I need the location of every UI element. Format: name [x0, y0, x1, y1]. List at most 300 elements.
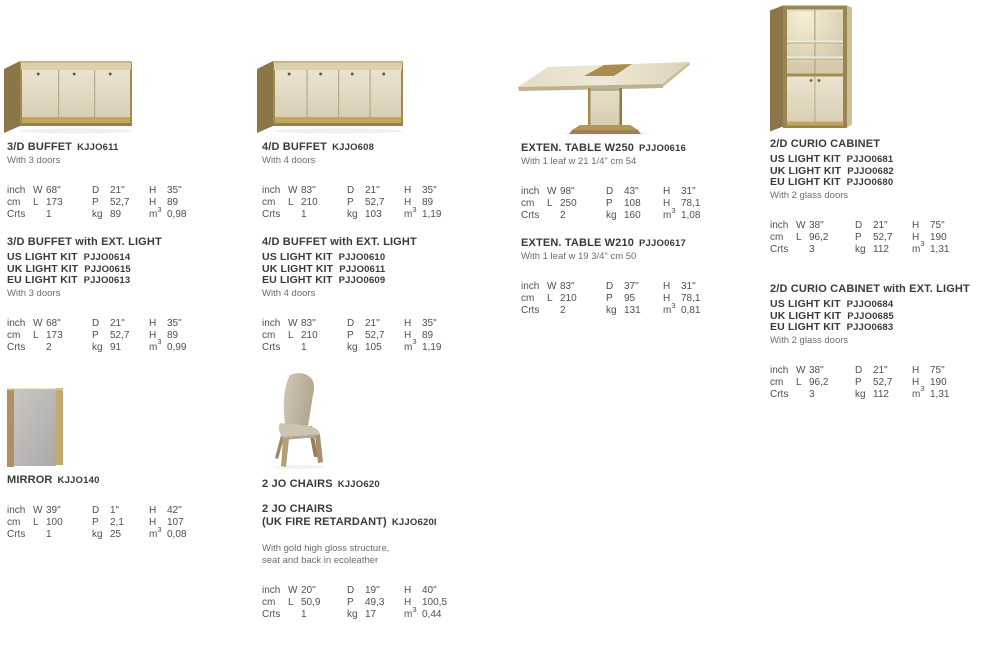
spec-dim-value: 42" [167, 505, 182, 516]
spec-dim-value: 21" [873, 364, 888, 376]
spec-width-cell [796, 220, 855, 232]
spec-width-cell [33, 529, 92, 541]
spec-row [262, 604, 502, 621]
spec-unit-label: cm [7, 517, 21, 528]
product-block-blk-buffet4 [262, 141, 502, 221]
spec-dim-value: 35" [167, 185, 182, 196]
spec-dim-letter: H [404, 197, 412, 208]
product-block-blk-table250 [521, 142, 761, 222]
product-block-blk-curio-light [770, 283, 1000, 401]
light-kit-code: PJJO0609 [338, 275, 386, 286]
spec-depth-cell [92, 318, 149, 330]
spec-unit-label: cm [521, 198, 535, 209]
product-code: PJJO0617 [638, 238, 687, 249]
spec-dim-letter: kg [606, 210, 617, 221]
spec-height-cell [404, 604, 442, 621]
spec-depth-cell [606, 198, 663, 210]
light-kit-line [262, 275, 502, 287]
spec-dim-letter: L [33, 197, 39, 208]
spec-dim-letter: D [347, 585, 355, 596]
spec-width-cell [288, 318, 347, 330]
light-kit-line [770, 177, 1000, 189]
spec-dim-value: 100,5 [422, 597, 448, 608]
spec-dim-letter: H [149, 317, 157, 329]
mirror-photo [7, 388, 63, 468]
spec-depth-cell [347, 342, 404, 354]
spec-row [7, 330, 247, 342]
spec-dim-value: 3 [809, 243, 815, 255]
spec-dim-value: 50,9 [301, 597, 321, 608]
spec-dim-letter: H [663, 186, 671, 197]
spec-table [770, 220, 1000, 256]
light-kit-code: PJJO0684 [846, 299, 894, 310]
spec-dim-letter: H [149, 197, 157, 208]
spec-dim-value: 89 [422, 197, 434, 208]
spec-dim-letter: kg [92, 529, 103, 540]
spec-dim-letter: kg [606, 305, 617, 316]
spec-table [262, 585, 502, 621]
unit-m3: $m^3$ [149, 524, 162, 540]
light-kit-code: PJJO0681 [846, 154, 894, 165]
spec-dim-value: 38" [809, 364, 824, 376]
product-block-blk-curio [770, 138, 1000, 256]
spec-dim-value: 21" [365, 185, 380, 196]
spec-depth-cell [606, 210, 663, 222]
product-title [262, 141, 502, 154]
spec-dim-value: 91 [110, 341, 122, 353]
spec-dim-letter: L [33, 517, 39, 528]
spec-dim-letter: H [149, 329, 157, 341]
spec-depth-cell [347, 330, 404, 342]
product-code: KJJO140 [57, 475, 100, 486]
spec-dim-letter: H [912, 376, 920, 388]
spec-row [262, 597, 502, 609]
spec-row [7, 197, 247, 209]
spec-dim-value: 190 [930, 376, 947, 388]
spec-dim-value: 107 [167, 517, 184, 528]
product-title-text: 2/D CURIO CABINET [770, 138, 881, 150]
spec-width-cell [547, 293, 606, 305]
spec-dim-value: 1,31 [930, 388, 950, 400]
spec-dim-letter: P [855, 376, 862, 388]
product-title-text: MIRROR [7, 474, 53, 486]
spec-dim-value: 35" [422, 185, 437, 196]
spec-dim-value: 173 [46, 329, 63, 341]
spec-depth-cell [92, 505, 149, 517]
product-title [262, 516, 502, 529]
spec-dim-value: 160 [624, 210, 641, 221]
spec-dim-value: 1,19 [422, 341, 442, 353]
spec-unit-label: inch [262, 317, 281, 329]
spec-table [262, 318, 502, 354]
spec-width-cell [547, 210, 606, 222]
spec-width-cell [33, 342, 92, 354]
spec-height-cell [404, 337, 442, 354]
spec-unit-label: cm [7, 197, 21, 208]
spec-dim-value: 83" [560, 281, 575, 292]
spec-dim-letter: H [404, 185, 412, 196]
spec-dim-letter: D [347, 185, 355, 196]
spec-dim-letter: L [288, 329, 294, 341]
spec-unit-label: inch [770, 364, 789, 376]
spec-dim-letter: W [33, 185, 43, 196]
spec-unit-label: cm [7, 329, 21, 341]
light-kit-code: PJJO0615 [84, 263, 131, 275]
spec-row [262, 197, 502, 209]
light-kit-label: EU LIGHT KIT [7, 274, 78, 286]
spec-dim-letter: kg [92, 209, 103, 220]
spec-height-cell [663, 186, 696, 198]
spec-dim-letter: P [347, 329, 354, 341]
spec-dim-value: 38" [809, 219, 824, 231]
product-block-blk-table210 [521, 237, 761, 317]
light-kit-label: US LIGHT KIT [7, 251, 78, 263]
spec-unit-label: inch [521, 186, 540, 197]
spec-row [770, 239, 1000, 256]
spec-unit-label: cm [262, 597, 276, 608]
spec-dim-value: 98" [560, 186, 575, 197]
spec-width-cell [547, 281, 606, 293]
spec-height-cell [149, 204, 187, 221]
spec-depth-cell [92, 330, 149, 342]
spec-height-cell [663, 281, 696, 293]
spec-height-cell [404, 185, 437, 197]
product-title-text: 4/D BUFFET with EXT. LIGHT [262, 236, 417, 248]
spec-row [770, 384, 1000, 401]
spec-width-cell [288, 342, 347, 354]
spec-dim-value: 52,7 [873, 376, 893, 388]
spec-dim-value: 17 [365, 609, 377, 620]
spec-height-cell [912, 220, 945, 232]
spec-height-cell [149, 318, 182, 330]
spec-dim-letter: H [149, 517, 157, 528]
light-kit-label: UK LIGHT KIT [7, 262, 79, 275]
spec-dim-value: 31" [681, 186, 696, 197]
spec-dim-value: 2 [46, 341, 52, 353]
product-block-blk-chairs-fr [262, 503, 502, 621]
spec-width-cell [33, 209, 92, 221]
spec-dim-letter: P [606, 198, 613, 209]
spec-depth-cell [855, 365, 912, 377]
jo-chair-photo [264, 371, 332, 470]
spec-dim-value: 210 [301, 329, 318, 341]
spec-dim-letter: L [33, 329, 39, 341]
spec-unit-label: Crts [521, 210, 540, 221]
spec-dim-letter: P [347, 197, 354, 208]
spec-unit-label: Crts [262, 609, 281, 620]
spec-dim-letter: P [92, 197, 99, 208]
product-block-blk-buffet3 [7, 141, 247, 221]
description-line: With gold high gloss structure, [262, 543, 390, 554]
spec-depth-cell [855, 389, 912, 401]
spec-dim-value: 25 [110, 529, 122, 540]
spec-dim-letter: H [663, 198, 671, 209]
product-description [262, 543, 502, 567]
spec-unit-label: cm [521, 293, 535, 304]
spec-dim-value: 89 [110, 209, 122, 220]
spec-depth-cell [347, 318, 404, 330]
unit-m3: $m^3$ [404, 604, 417, 620]
extension-table-photo [516, 57, 692, 136]
product-title [7, 474, 247, 487]
spec-width-cell [288, 197, 347, 209]
spec-height-cell [404, 197, 433, 209]
spec-dim-value: 52,7 [365, 197, 385, 208]
spec-dim-value: 0,81 [681, 305, 701, 316]
unit-m3: $m^3$ [149, 204, 162, 220]
spec-unit-label: inch [770, 219, 789, 231]
spec-dim-value: 31" [681, 281, 696, 292]
spec-height-cell [404, 330, 433, 342]
spec-dim-letter: W [547, 186, 557, 197]
spec-dim-value: 0,44 [422, 609, 442, 620]
product-subtitle: With 1 leaf w 19 3/4" cm 50 [521, 251, 637, 262]
spec-row [770, 377, 1000, 389]
spec-width-cell [547, 305, 606, 317]
spec-dim-letter: H [404, 597, 412, 608]
light-kit-code: PJJO0683 [846, 322, 894, 333]
spec-dim-value: 1,08 [681, 210, 701, 221]
spec-dim-value: 35" [422, 317, 437, 329]
unit-m3: $m^3$ [663, 300, 676, 316]
spec-height-cell [149, 337, 187, 354]
spec-dim-value: 35" [167, 317, 182, 329]
spec-table [521, 281, 761, 317]
spec-unit-label: Crts [7, 529, 26, 540]
spec-width-cell [33, 318, 92, 330]
spec-dim-letter: L [547, 293, 553, 304]
spec-dim-value: 43" [624, 186, 639, 197]
spec-dim-letter: D [92, 185, 100, 196]
spec-dim-value: 89 [167, 197, 179, 208]
spec-dim-value: 3 [809, 388, 815, 400]
spec-dim-value: 190 [930, 231, 947, 243]
spec-dim-value: 103 [365, 209, 382, 220]
light-kit-label: US LIGHT KIT [770, 153, 841, 165]
light-kit-code: PJJO0685 [847, 310, 894, 322]
light-kit-code: PJJO0614 [83, 252, 131, 263]
spec-row [7, 185, 247, 197]
spec-dim-value: 1,19 [422, 209, 442, 220]
spec-dim-value: 19" [365, 585, 380, 596]
product-title-text: 3/D BUFFET [7, 141, 73, 153]
spec-dim-value: 52,7 [110, 329, 130, 341]
spec-width-cell [33, 330, 92, 342]
spec-height-cell [404, 318, 437, 330]
buffet-4-door-photo [257, 57, 403, 135]
spec-unit-label: Crts [7, 209, 26, 220]
spec-height-cell [404, 204, 442, 221]
spec-height-cell [149, 524, 187, 541]
spec-dim-value: 1 [301, 609, 307, 620]
spec-width-cell [547, 186, 606, 198]
spec-dim-value: 2,1 [110, 517, 124, 528]
light-kit-code: PJJO0680 [846, 177, 894, 188]
spec-height-cell [404, 585, 437, 597]
spec-dim-value: 21" [873, 219, 888, 231]
spec-dim-value: 105 [365, 341, 382, 353]
spec-dim-letter: W [547, 281, 557, 292]
spec-row [521, 293, 761, 305]
product-title-text: (UK FIRE RETARDANT) [262, 516, 387, 528]
spec-dim-value: 21" [365, 317, 380, 329]
light-kit-label: US LIGHT KIT [770, 298, 841, 310]
product-title [262, 478, 502, 491]
spec-dim-value: 39" [46, 505, 61, 516]
spec-dim-letter: W [33, 505, 43, 516]
product-title [262, 236, 502, 249]
spec-depth-cell [92, 209, 149, 221]
product-title [7, 141, 247, 154]
product-title [521, 142, 761, 155]
spec-height-cell [149, 505, 182, 517]
spec-dim-value: 0,08 [167, 529, 187, 540]
spec-depth-cell [606, 281, 663, 293]
light-kit-line [7, 275, 247, 287]
spec-height-cell [149, 185, 182, 197]
spec-row [262, 330, 502, 342]
spec-depth-cell [92, 197, 149, 209]
product-title-text: EXTEN. TABLE W250 [521, 142, 634, 154]
spec-unit-label: Crts [262, 209, 281, 220]
spec-dim-letter: D [855, 364, 863, 376]
spec-dim-letter: L [796, 231, 802, 243]
spec-width-cell [796, 377, 855, 389]
buffet-3-door-photo [4, 57, 132, 135]
spec-height-cell [912, 232, 947, 244]
product-subtitle: With 3 doors [7, 155, 61, 166]
product-title-text: 4/D BUFFET [262, 141, 328, 153]
spec-dim-value: 0,98 [167, 209, 187, 220]
product-code: KJJO611 [77, 142, 119, 153]
spec-dim-letter: D [855, 219, 863, 231]
spec-dim-value: 1 [46, 209, 52, 220]
spec-row [7, 337, 247, 354]
spec-dim-value: 75" [930, 219, 945, 231]
spec-height-cell [912, 377, 947, 389]
product-block-blk-buffet4-light [262, 236, 502, 354]
spec-dim-letter: kg [855, 388, 866, 400]
spec-unit-label: Crts [770, 388, 789, 400]
spec-dim-letter: D [606, 281, 614, 292]
spec-dim-letter: P [92, 517, 99, 528]
spec-dim-letter: P [855, 231, 862, 243]
spec-dim-letter: P [92, 329, 99, 341]
spec-dim-value: 68" [46, 317, 61, 329]
product-block-blk-buffet3-light [7, 236, 247, 354]
spec-dim-letter: H [149, 185, 157, 196]
spec-dim-value: 78,1 [681, 293, 701, 304]
spec-row [521, 281, 761, 293]
spec-dim-letter: H [912, 231, 920, 243]
light-kit-label: EU LIGHT KIT [262, 274, 333, 286]
spec-dim-value: 2 [560, 305, 566, 316]
unit-m3: $m^3$ [149, 337, 162, 353]
spec-depth-cell [92, 342, 149, 354]
spec-dim-value: 108 [624, 198, 641, 209]
spec-dim-value: 78,1 [681, 198, 701, 209]
spec-dim-value: 1 [46, 529, 52, 540]
spec-table [7, 505, 247, 541]
spec-row [7, 524, 247, 541]
product-title [521, 237, 761, 250]
spec-dim-letter: D [92, 505, 100, 516]
unit-m3: $m^3$ [912, 384, 925, 400]
spec-height-cell [912, 384, 950, 401]
spec-dim-value: 173 [46, 197, 63, 208]
spec-unit-label: inch [262, 585, 281, 596]
light-kit-label: US LIGHT KIT [262, 251, 333, 263]
spec-dim-value: 83" [301, 185, 316, 196]
spec-unit-label: cm [262, 197, 276, 208]
spec-unit-label: cm [770, 231, 784, 243]
spec-depth-cell [606, 293, 663, 305]
spec-width-cell [33, 185, 92, 197]
spec-row [770, 220, 1000, 232]
spec-depth-cell [347, 585, 404, 597]
spec-width-cell [33, 197, 92, 209]
light-kit-label: UK LIGHT KIT [770, 309, 842, 322]
spec-dim-value: 75" [930, 364, 945, 376]
spec-unit-label: Crts [7, 341, 26, 353]
product-title [262, 503, 502, 516]
spec-unit-label: inch [7, 505, 26, 516]
spec-dim-letter: H [404, 329, 412, 341]
spec-height-cell [663, 205, 701, 222]
spec-dim-letter: D [347, 317, 355, 329]
spec-dim-value: 89 [167, 329, 179, 341]
spec-dim-letter: W [796, 219, 806, 231]
spec-width-cell [288, 585, 347, 597]
spec-dim-value: 40" [422, 585, 437, 596]
spec-table [7, 185, 247, 221]
product-title-text: 2 JO CHAIRS [262, 503, 333, 515]
spec-width-cell [288, 609, 347, 621]
product-subtitle: With 1 leaf w 21 1/4" cm 54 [521, 156, 637, 167]
spec-dim-value: 21" [110, 317, 125, 329]
spec-row [521, 198, 761, 210]
spec-dim-value: 52,7 [873, 231, 893, 243]
spec-unit-label: inch [7, 185, 26, 196]
product-code: KJJO620I [391, 517, 437, 528]
curio-cabinet-photo [770, 3, 852, 132]
spec-dim-value: 1,31 [930, 243, 950, 255]
product-subtitle: With 3 doors [7, 287, 61, 299]
spec-width-cell [33, 505, 92, 517]
spec-table [7, 318, 247, 354]
spec-row [7, 204, 247, 221]
spec-unit-label: Crts [262, 341, 281, 353]
spec-height-cell [912, 239, 950, 256]
product-block-blk-mirror [7, 474, 247, 541]
spec-depth-cell [855, 377, 912, 389]
spec-dim-letter: L [288, 197, 294, 208]
spec-height-cell [663, 198, 700, 210]
spec-dim-value: 52,7 [110, 197, 130, 208]
product-code: KJJO608 [332, 142, 375, 153]
spec-depth-cell [347, 209, 404, 221]
spec-depth-cell [855, 220, 912, 232]
spec-depth-cell [855, 244, 912, 256]
spec-row [262, 585, 502, 597]
spec-height-cell [663, 293, 700, 305]
unit-m3: $m^3$ [663, 205, 676, 221]
spec-table [770, 365, 1000, 401]
spec-depth-cell [347, 197, 404, 209]
spec-unit-label: cm [262, 329, 276, 341]
spec-row [521, 186, 761, 198]
spec-row [7, 505, 247, 517]
